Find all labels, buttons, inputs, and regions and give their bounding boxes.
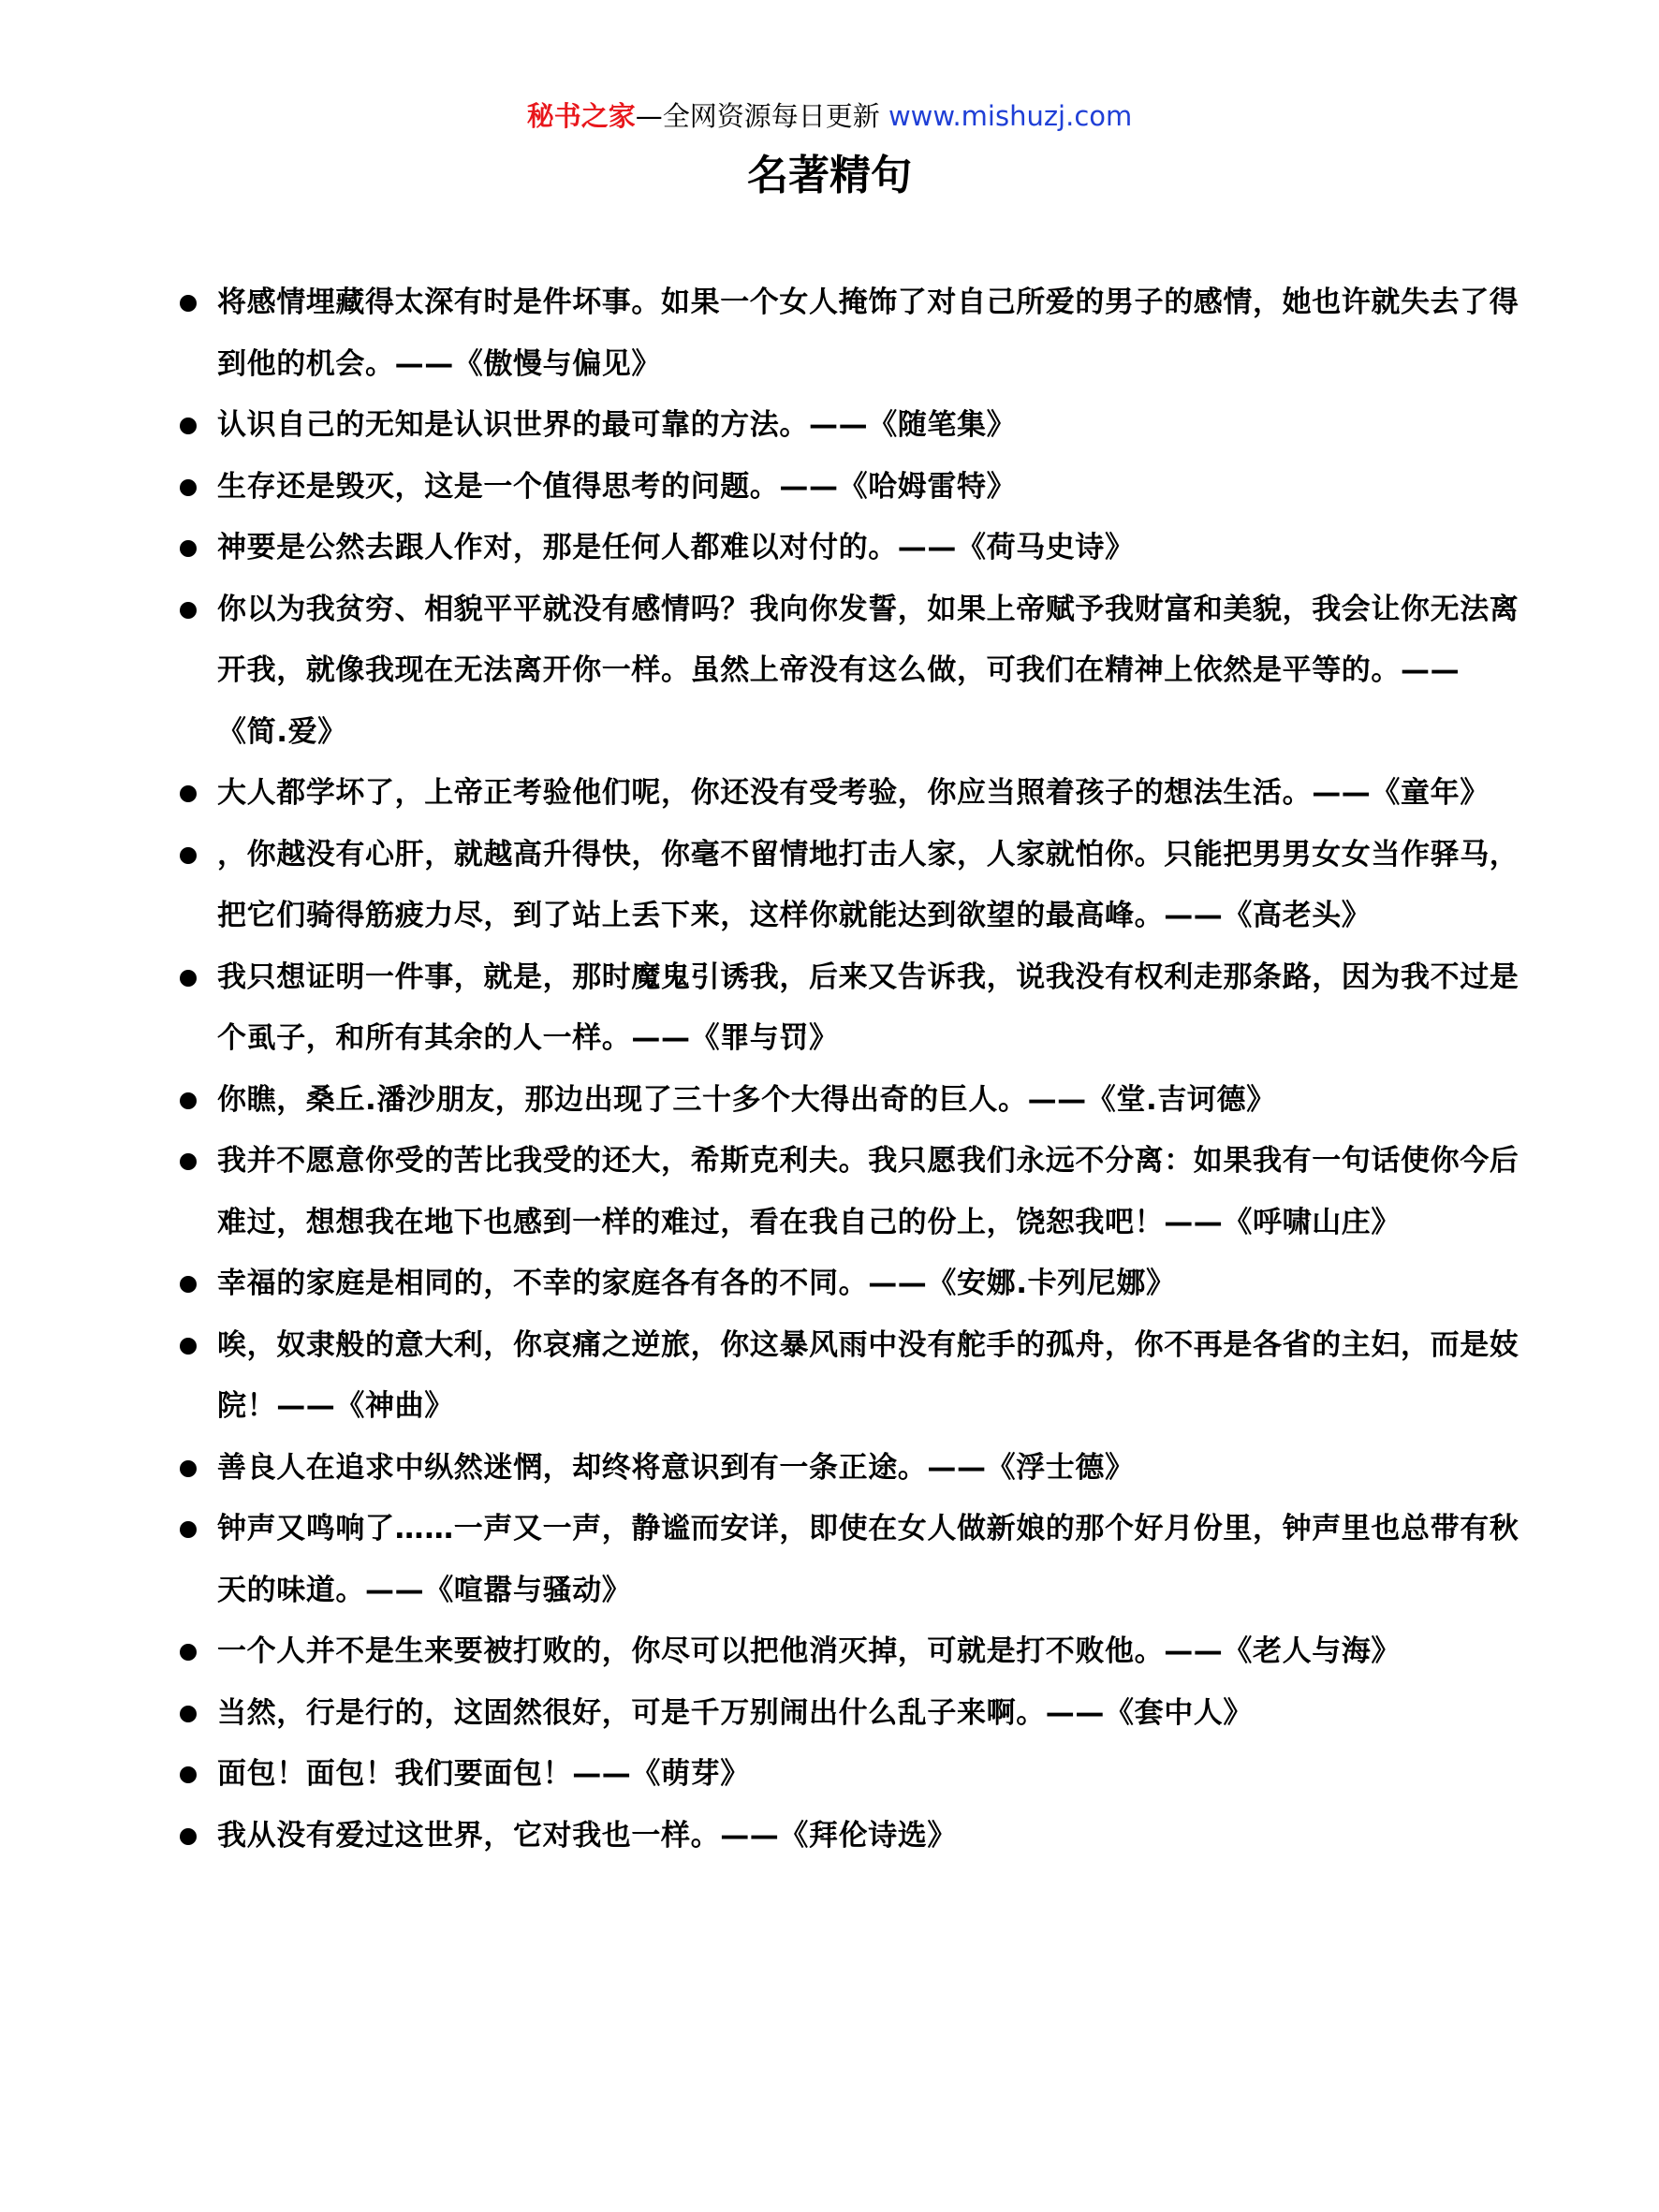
site-url-link[interactable]: www.mishuzj.com: [888, 100, 1133, 132]
quote-item: [217, 1315, 1520, 1438]
document-title: 名著精句: [747, 152, 912, 199]
quote-text: 钟声又鸣响了……一声又一声，静谧而安详，即使在女人做新娘的那个好月份里，钟声里也总带有秋天的味道。——《喧嚣与骚动》: [217, 1512, 1520, 1607]
quote-item: [217, 579, 1520, 764]
bullet-icon: [180, 970, 197, 987]
quote-text: 一个人并不是生来要被打败的，你尽可以把他消灭掉，可就是打不败他。——《老人与海》: [217, 1634, 1401, 1668]
bullet-icon: [180, 540, 197, 557]
quote-list: [217, 272, 1520, 1867]
quote-text: 大人都学坏了，上帝正考验他们呢，你还没有受考验，你应当照着孩子的想法生活。——《童年》: [217, 776, 1490, 810]
quote-item: [217, 518, 1520, 579]
bullet-icon: [180, 1460, 197, 1477]
quote-item: [217, 1806, 1520, 1868]
quote-item: [217, 1070, 1520, 1132]
bullet-icon: [180, 1092, 197, 1109]
quote-item: [217, 1131, 1520, 1253]
bullet-icon: [180, 785, 197, 802]
quote-item: [217, 1744, 1520, 1806]
quote-text: 将感情埋藏得太深有时是件坏事。如果一个女人掩饰了对自己所爱的男子的感情，她也许就失去了得到他的机会。——《傲慢与偏见》: [217, 286, 1520, 381]
bullet-icon: [180, 1706, 197, 1722]
quote-text: 我从没有爱过这世界，它对我也一样。——《拜伦诗选》: [217, 1818, 957, 1853]
quote-text: 你瞧，桑丘.潘沙朋友，那边出现了三十多个大得出奇的巨人。——《堂.吉诃德》: [217, 1082, 1276, 1117]
quote-text: 神要是公然去跟人作对，那是任何人都难以对付的。——《荷马史诗》: [217, 531, 1135, 564]
bullet-icon: [180, 1338, 197, 1355]
bullet-icon: [180, 295, 197, 312]
quote-item: [217, 395, 1520, 457]
bullet-icon: [180, 1766, 197, 1783]
bullet-icon: [180, 1153, 197, 1170]
quote-item: [217, 457, 1520, 519]
site-tagline: —全网资源每日更新: [635, 100, 888, 132]
bullet-icon: [180, 847, 197, 864]
quote-text: 唉，奴隶般的意大利，你哀痛之逆旅，你这暴风雨中没有舵手的孤舟，你不再是各省的主妇，而是妓院！——《神曲》: [217, 1327, 1520, 1423]
bullet-icon: [180, 479, 197, 496]
bullet-icon: [180, 1521, 197, 1538]
bullet-icon: [180, 1644, 197, 1661]
quote-item: [217, 1621, 1520, 1683]
quote-text: 我并不愿意你受的苦比我受的还大，希斯克利夫。我只愿我们永远不分离：如果我有一句话使你今后难过，想想我在地下也感到一样的难过，看在我自己的份上，饶恕我吧！——《呼啸山庄》: [217, 1144, 1520, 1239]
quote-text: 幸福的家庭是相同的，不幸的家庭各有各的不同。——《安娜.卡列尼娜》: [217, 1267, 1176, 1300]
site-header: [0, 97, 1659, 135]
quote-item: [217, 763, 1520, 825]
quote-text: 生存还是毁灭，这是一个值得思考的问题。——《哈姆雷特》: [217, 469, 1017, 504]
bullet-icon: [180, 1276, 197, 1293]
quote-text: 善良人在追求中纵然迷惘，却终将意识到有一条正途。——《浮士德》: [217, 1450, 1135, 1485]
quote-text: ，你越没有心肝，就越高升得快，你毫不留情地打击人家，人家就怕你。只能把男男女女当作驿马，把它们骑得筋疲力尽，到了站上丢下来，这样你就能达到欲望的最高峰。——《高老头》: [217, 837, 1520, 932]
quote-item: [217, 1499, 1520, 1621]
bullet-icon: [180, 1828, 197, 1845]
bullet-icon: [180, 417, 197, 434]
quote-item: [217, 1683, 1520, 1745]
quote-item: [217, 1438, 1520, 1500]
quote-text: 我只想证明一件事，就是，那时魔鬼引诱我，后来又告诉我，说我没有权利走那条路，因为我不过是个虱子，和所有其余的人一样。——《罪与罚》: [217, 960, 1520, 1055]
quote-item: [217, 947, 1520, 1070]
bullet-icon: [180, 602, 197, 619]
quote-item: [217, 825, 1520, 947]
quote-item: [217, 1253, 1520, 1315]
quote-item: [217, 272, 1520, 395]
quote-text: 你以为我贫穷、相貌平平就没有感情吗？我向你发誓，如果上帝赋予我财富和美貌，我会让你无法离开我，就像我现在无法离开你一样。虽然上帝没有这么做，可我们在精神上依然是平等的。——《简.爱》: [217, 592, 1520, 749]
quote-text: 面包！面包！我们要面包！——《萌芽》: [217, 1757, 750, 1791]
quote-text: 当然，行是行的，这固然很好，可是千万别闹出什么乱子来啊。——《套中人》: [217, 1695, 1253, 1730]
site-brand: 秘书之家: [526, 100, 636, 132]
quote-text: 认识自己的无知是认识世界的最可靠的方法。——《随笔集》: [217, 408, 1017, 442]
